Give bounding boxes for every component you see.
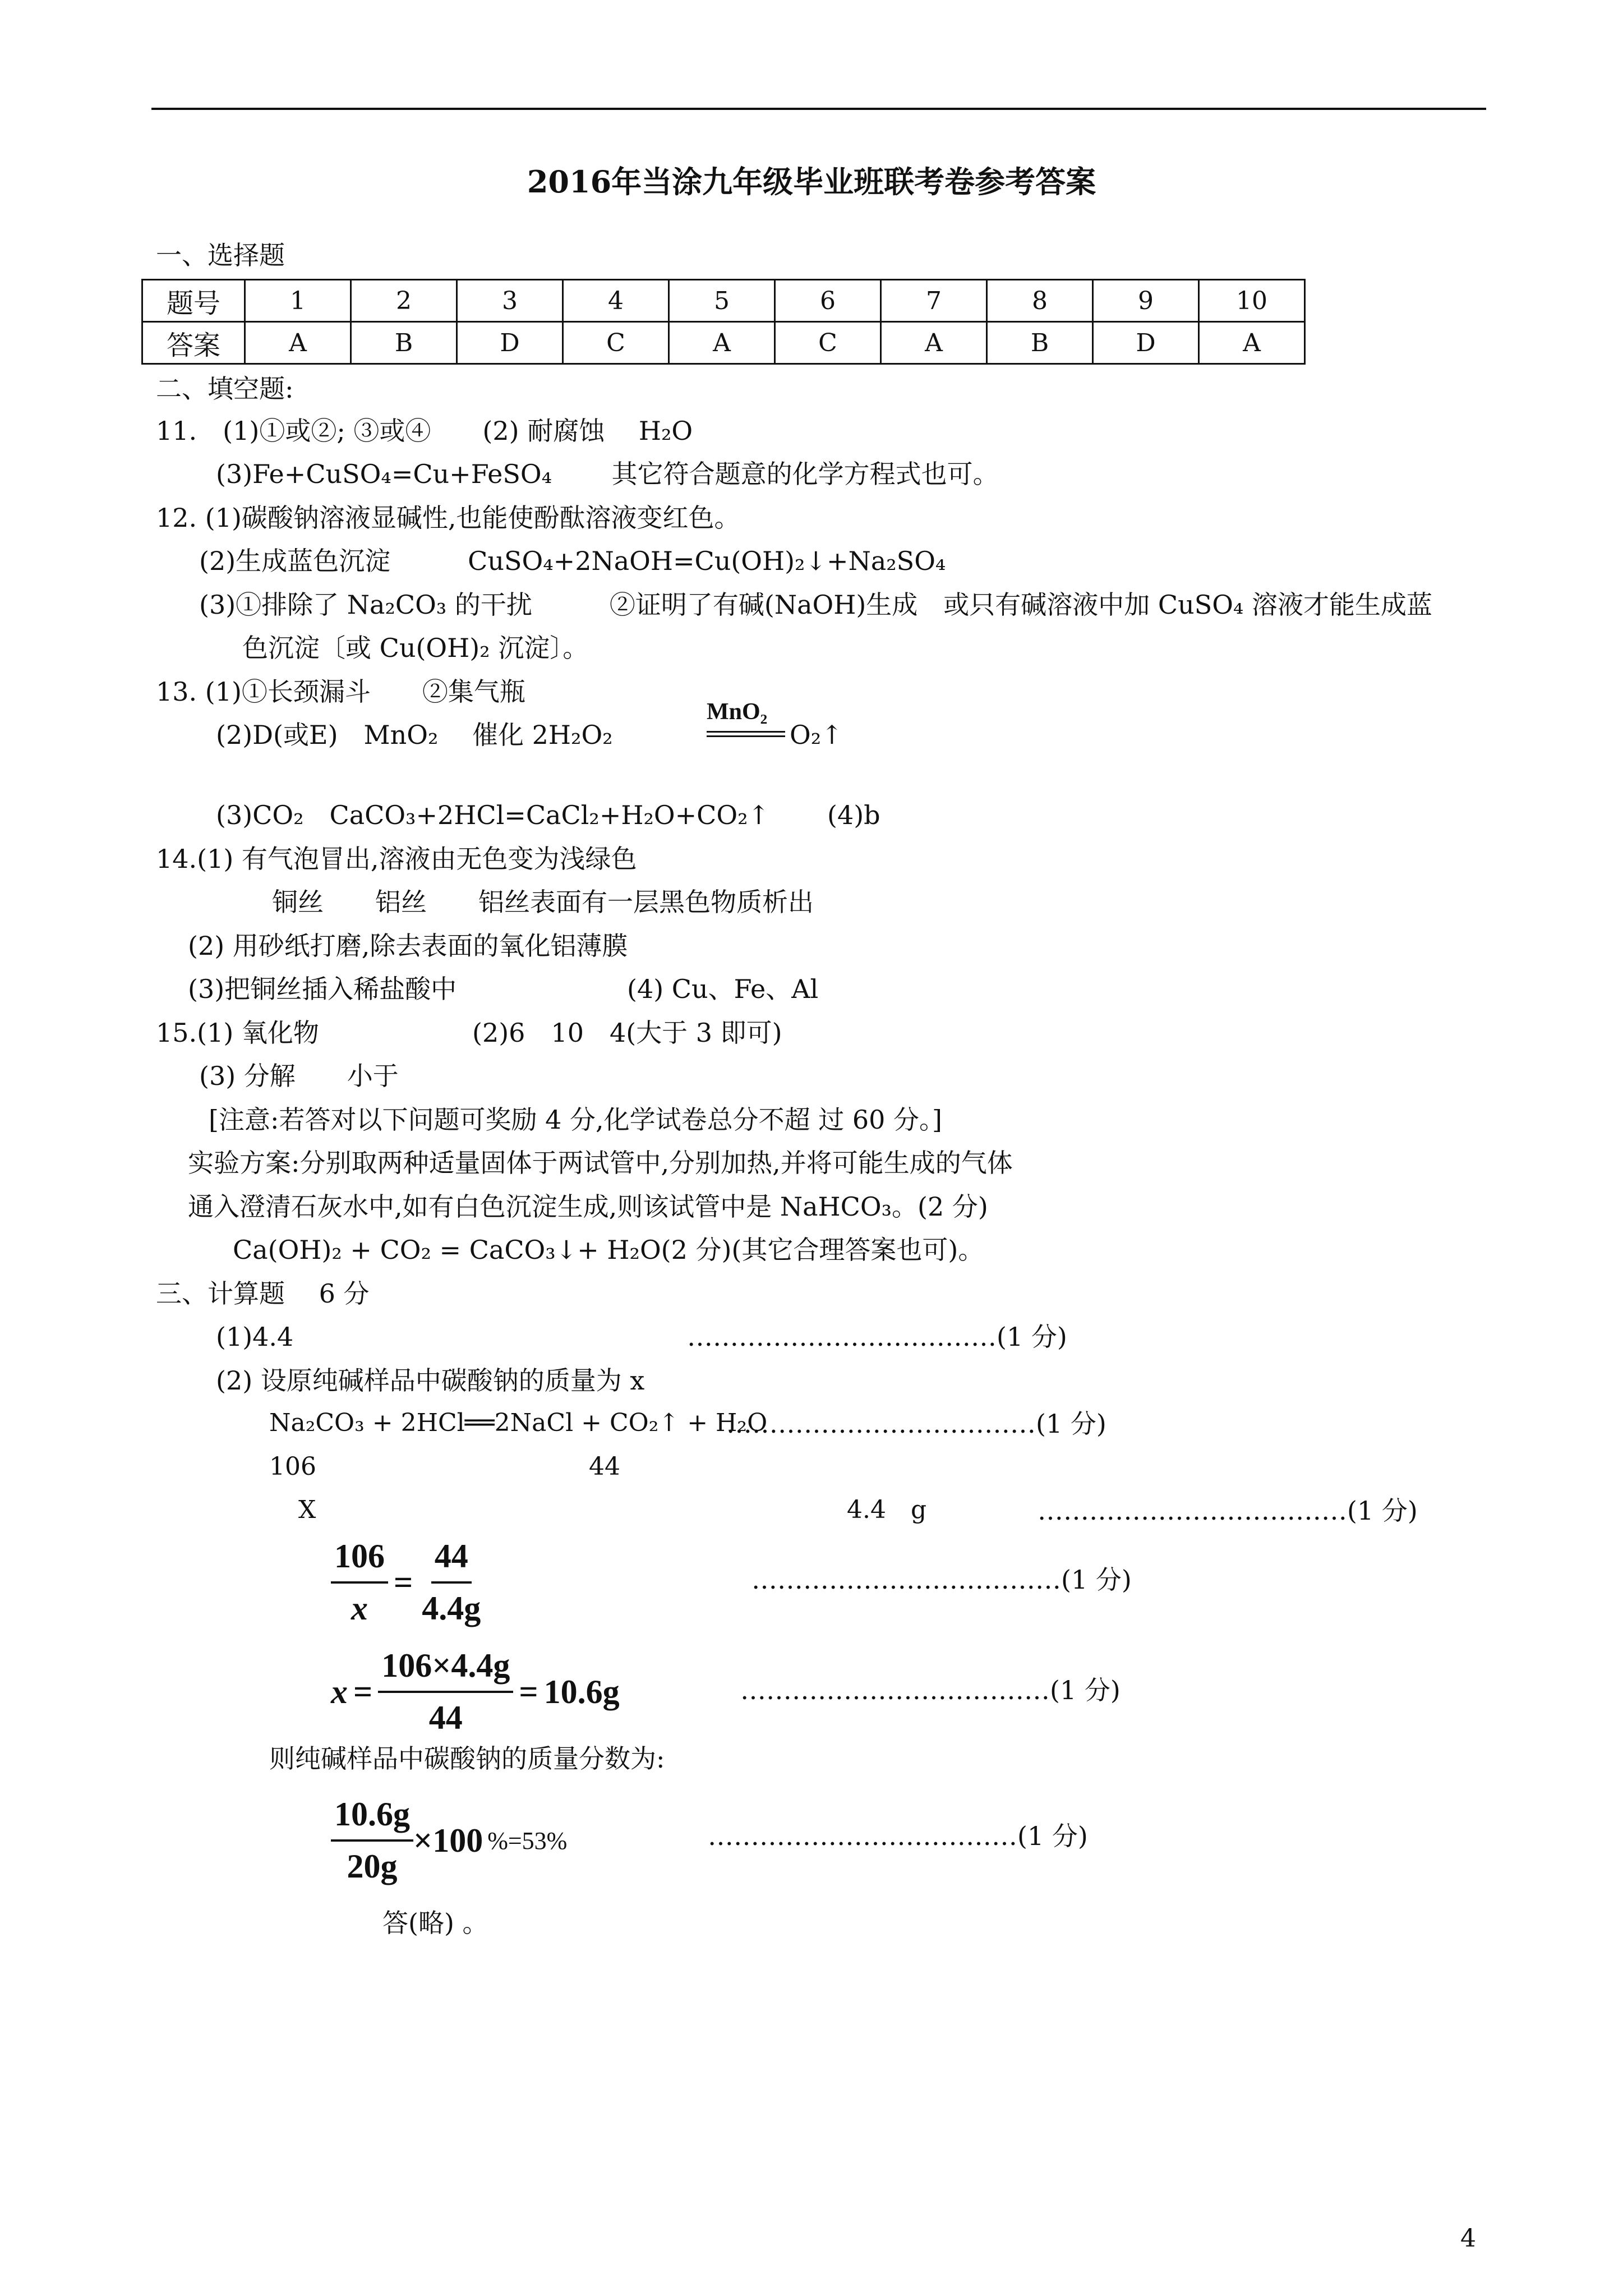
q14-line4-tail: (4) Cu、Fe、Al	[627, 974, 819, 1004]
q15-line1-tail: (2)6 10 4(大于 3 即可)	[472, 1018, 782, 1048]
catalyst-label: MnO₂	[707, 699, 768, 725]
molar-mass-co2: 44	[589, 1452, 620, 1481]
proportion-equation	[331, 1537, 484, 1628]
section-choice-heading: 一、选择题	[156, 240, 285, 270]
fraction-numerator: 106×4.4g	[378, 1646, 513, 1693]
q13-line3: (3)CO₂ CaCO₃+2HCl=CaCl₂+H₂O+CO₂↑	[216, 800, 770, 830]
equals-sign: =	[353, 1673, 373, 1710]
catalyst-condition	[707, 698, 767, 725]
q15-line1: 15.(1) 氧化物	[156, 1018, 319, 1048]
table-cell: 4	[563, 280, 669, 322]
mass-fraction-equation	[331, 1795, 567, 1886]
page-number: 4	[1460, 2224, 1476, 2253]
fraction-numerator: 44	[431, 1537, 472, 1584]
q15-line2: (3) 分解 小于	[199, 1061, 399, 1091]
q13-line1: 13. (1)①长颈漏斗 ②集气瓶	[156, 677, 525, 707]
q13-product: O₂↑	[790, 720, 843, 750]
proportion-score: ………………………………(1 分)	[751, 1565, 1132, 1595]
table-cell: A	[245, 322, 351, 364]
q14-line2: 铜丝 铝丝 铝丝表面有一层黑色物质析出	[272, 887, 814, 917]
table-cell: D	[1093, 322, 1199, 364]
fraction-denominator: x	[351, 1590, 368, 1627]
answer-table	[141, 279, 1306, 365]
q14-line1: 14.(1) 有气泡冒出,溶液由无色变为浅绿色	[156, 844, 637, 874]
q15-plan-line3: Ca(OH)₂ + CO₂ = CaCO₃↓+ H₂O(2 分)(其它合理答案也可)。	[233, 1235, 984, 1265]
solve-x-score: ………………………………(1 分)	[740, 1675, 1121, 1705]
top-rule	[151, 108, 1486, 110]
table-cell: 5	[669, 280, 775, 322]
calc-step1-score: ………………………………(1 分)	[687, 1322, 1067, 1352]
fraction-numerator: 106	[331, 1537, 388, 1584]
q12-line4: 色沉淀〔或 Cu(OH)₂ 沉淀〕。	[242, 633, 589, 663]
calc-step2: (2) 设原纯碱样品中碳酸钠的质量为 x	[216, 1365, 645, 1396]
q15-plan-line1: 实验方案:分别取两种适量固体于两试管中,分别加热,并将可能生成的气体	[188, 1148, 1013, 1178]
q12-line3: (3)①排除了 Na₂CO₃ 的干扰 ②证明了有碱(NaOH)生成 或只有碱溶液中加 CuSO₄ 溶液才能生成蓝	[199, 590, 1432, 620]
table-cell: 3	[457, 280, 563, 322]
calc-equation-score: ………………………………(1 分)	[726, 1409, 1106, 1439]
table-cell: C	[563, 322, 669, 364]
table-cell: 8	[987, 280, 1093, 322]
molar-mass-na2co3: 106	[269, 1452, 316, 1481]
result-percent: %=53%	[487, 1826, 568, 1855]
table-cell: D	[457, 322, 563, 364]
section-fill-heading: 二、填空题:	[156, 374, 294, 404]
solve-x-equation	[331, 1646, 620, 1737]
equals-sign: =	[394, 1563, 413, 1601]
co2-mass: 4.4 g	[847, 1496, 927, 1524]
q15-note: [注意:若答对以下问题可奖励 4 分,化学试卷总分不超 过 60 分。]	[209, 1105, 942, 1135]
table-cell: 10	[1199, 280, 1305, 322]
table-row	[142, 322, 1305, 364]
fraction	[378, 1646, 513, 1737]
q15-plan-line2: 通入澄清石灰水中,如有白色沉淀生成,则该试管中是 NaHCO₃。(2 分)	[188, 1191, 988, 1222]
q13-line3-tail: (4)b	[827, 800, 880, 830]
q12-line1: 12. (1)碳酸钠溶液显碱性,也能使酚酞溶液变红色。	[156, 503, 740, 533]
unknown-x: X	[298, 1496, 316, 1524]
fraction	[418, 1537, 484, 1628]
table-cell: 9	[1093, 280, 1199, 322]
table-cell: B	[987, 322, 1093, 364]
section-calc-heading: 三、计算题 6 分	[156, 1278, 370, 1309]
q13-line2: (2)D(或E) MnO₂ 催化 2H₂O₂	[216, 720, 613, 750]
fraction-denominator: 44	[428, 1699, 463, 1736]
table-cell: 1	[245, 280, 351, 322]
table-cell: A	[881, 322, 987, 364]
mass-fraction-text: 则纯碱样品中碳酸钠的质量分数为:	[269, 1743, 665, 1774]
reaction-arrow-line	[707, 735, 785, 737]
table-row-label: 题号	[142, 280, 245, 322]
table-cell: 7	[881, 280, 987, 322]
equals-sign: =	[519, 1673, 538, 1710]
result-value: 10.6g	[543, 1673, 620, 1710]
q11-line2: (3)Fe+CuSO₄=Cu+FeSO₄ 其它符合题意的化学方程式也可。	[216, 459, 999, 489]
mass-fraction-score: ………………………………(1 分)	[708, 1821, 1088, 1851]
q12-line2: (2)生成蓝色沉淀 CuSO₄+2NaOH=Cu(OH)₂↓+Na₂SO₄	[199, 546, 946, 576]
fraction	[331, 1537, 388, 1628]
q14-line4: (3)把铜丝插入稀盐酸中	[188, 974, 457, 1004]
fraction-denominator: 20g	[347, 1848, 398, 1885]
table-cell: A	[1199, 322, 1305, 364]
table-row-label: 答案	[142, 322, 245, 364]
variable-x: x	[331, 1673, 348, 1710]
calc-x-score: ………………………………(1 分)	[1038, 1496, 1418, 1526]
q11-line1: 11. (1)①或②; ③或④ (2) 耐腐蚀 H₂O	[156, 416, 693, 446]
calc-equation: Na₂CO₃ + 2HCl══2NaCl + CO₂↑ + H₂O	[269, 1409, 768, 1437]
multiplier: ×100	[413, 1821, 483, 1859]
table-cell: 6	[775, 280, 881, 322]
fraction-numerator: 10.6g	[331, 1795, 413, 1842]
table-cell: 2	[351, 280, 457, 322]
fraction	[331, 1795, 413, 1886]
page-title: 2016年当涂九年级毕业班联考卷参考答案	[527, 164, 1096, 200]
fraction-denominator: 4.4g	[422, 1590, 481, 1627]
table-cell: A	[669, 322, 775, 364]
table-cell: B	[351, 322, 457, 364]
table-cell: C	[775, 322, 881, 364]
final-answer: 答(略) 。	[382, 1908, 488, 1938]
calc-step1: (1)4.4	[216, 1322, 294, 1352]
q14-line3: (2) 用砂纸打磨,除去表面的氧化铝薄膜	[188, 931, 628, 961]
reaction-arrow-line	[707, 731, 785, 733]
table-row	[142, 280, 1305, 322]
